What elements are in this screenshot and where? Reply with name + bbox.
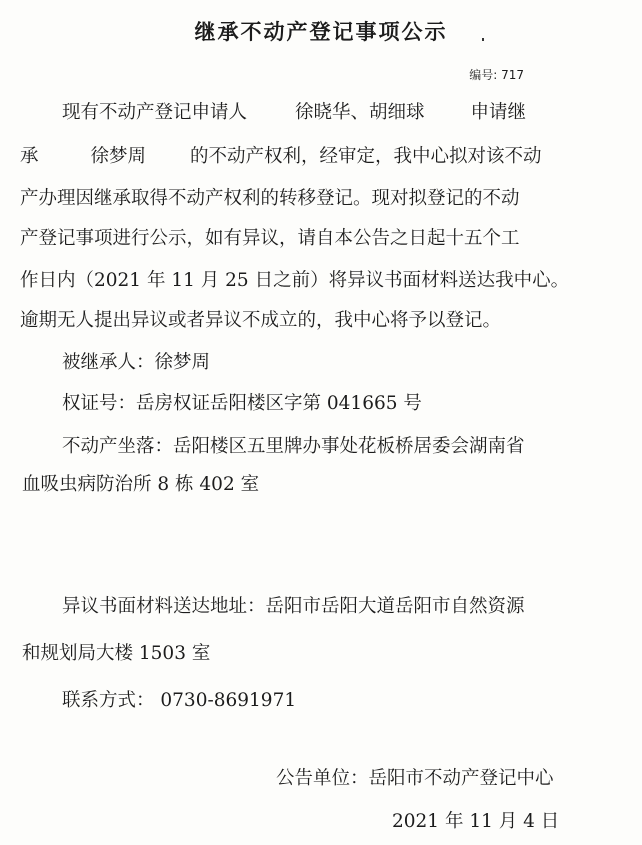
decedent-line: 被继承人：徐梦周 <box>62 352 211 373</box>
applicant-names: 徐晓华、胡细球 <box>295 102 425 123</box>
apply-inherit-text: 申请继 <box>470 102 527 123</box>
inherit-text: 承 <box>20 146 39 167</box>
notice-number: 编号: 717 <box>469 68 524 82</box>
notice-date: 2021 年 11 月 4 日 <box>392 811 560 832</box>
paragraph-line-5: 作日内（2021 年 11 月 25 日之前）将异议书面材料送达我中心。 <box>20 270 570 291</box>
paragraph-line-1 <box>62 104 526 123</box>
location-line-1: 不动产坐落：岳阳楼区五里牌办事处花板桥居委会湖南省 <box>62 436 525 457</box>
certificate-line: 权证号：岳房权证岳阳楼区字第 041665 号 <box>62 393 422 414</box>
paragraph-line-4: 产登记事项进行公示，如有异议，请自本公告之日起十五个工 <box>20 228 520 249</box>
applicant-intro: 现有不动产登记申请人 <box>62 102 248 123</box>
scan-mark <box>482 38 484 41</box>
contact-line: 联系方式： 0730-8691971 <box>62 690 297 711</box>
issuer-line: 公告单位：岳阳市不动产登记中心 <box>276 768 554 789</box>
paragraph-line-2-text: 的不动产权利，经审定，我中心拟对该不动 <box>190 146 542 167</box>
objection-address-line-2: 和规划局大楼 1503 室 <box>22 643 211 664</box>
notice-title: 继承不动产登记事项公示 <box>194 20 448 44</box>
location-line-2: 血吸虫病防治所 8 栋 402 室 <box>22 474 260 495</box>
objection-address-line-1: 异议书面材料送达地址：岳阳市岳阳大道岳阳市自然资源 <box>62 596 525 617</box>
paragraph-line-3: 产办理因继承取得不动产权利的转移登记。现对拟登记的不动 <box>20 188 520 209</box>
paragraph-line-6: 逾期无人提出异议或者异议不成立的，我中心将予以登记。 <box>20 310 502 331</box>
paragraph-line-2 <box>20 148 542 167</box>
decedent-name: 徐梦周 <box>90 146 147 167</box>
